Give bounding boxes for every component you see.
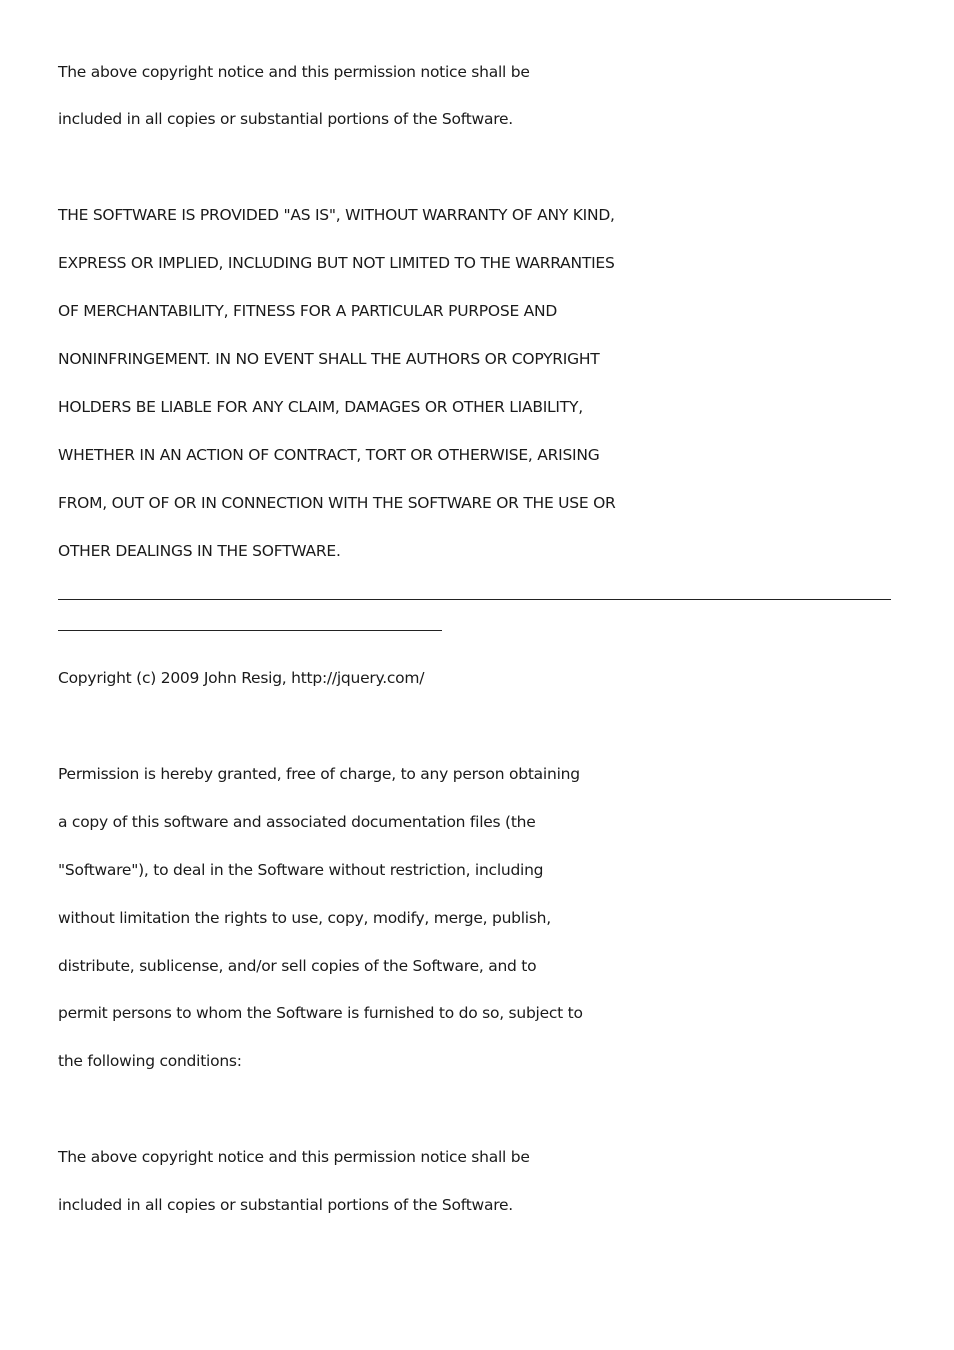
warranty-line-6: WHETHER IN AN ACTION OF CONTRACT, TORT OR OTHERWISE, ARISING — [58, 446, 600, 464]
warranty-line-2: EXPRESS OR IMPLIED, INCLUDING BUT NOT LIMITED TO THE WARRANTIES — [58, 254, 615, 272]
jquery-notice-line-1: The above copyright notice and this permission notice shall be — [58, 1148, 530, 1166]
warranty-line-4: NONINFRINGEMENT. IN NO EVENT SHALL THE AUTHORS OR COPYRIGHT — [58, 350, 600, 368]
copyright-line: Copyright (c) 2009 John Resig, http://jquery.com/ — [58, 669, 425, 687]
separator-rule-long — [58, 599, 891, 600]
permission-line-4: without limitation the rights to use, copy, modify, merge, publish, — [58, 909, 551, 927]
separator-rule-short — [58, 630, 442, 631]
permission-line-6: permit persons to whom the Software is furnished to do so, subject to — [58, 1004, 583, 1022]
permission-line-1: Permission is hereby granted, free of charge, to any person obtaining — [58, 765, 580, 783]
warranty-line-7: FROM, OUT OF OR IN CONNECTION WITH THE SOFTWARE OR THE USE OR — [58, 494, 616, 512]
notice-line-2: included in all copies or substantial portions of the Software. — [58, 110, 513, 128]
jquery-notice-line-2: included in all copies or substantial portions of the Software. — [58, 1196, 513, 1214]
permission-line-2: a copy of this software and associated documentation files (the — [58, 813, 536, 831]
permission-line-3: "Software"), to deal in the Software without restriction, including — [58, 861, 544, 879]
warranty-line-8: OTHER DEALINGS IN THE SOFTWARE. — [58, 542, 341, 560]
permission-line-5: distribute, sublicense, and/or sell copies of the Software, and to — [58, 957, 537, 975]
permission-line-7: the following conditions: — [58, 1052, 242, 1070]
warranty-line-3: OF MERCHANTABILITY, FITNESS FOR A PARTICULAR PURPOSE AND — [58, 302, 558, 320]
notice-line-1: The above copyright notice and this permission notice shall be — [58, 63, 530, 81]
warranty-line-1: THE SOFTWARE IS PROVIDED "AS IS", WITHOUT WARRANTY OF ANY KIND, — [58, 206, 615, 224]
warranty-line-5: HOLDERS BE LIABLE FOR ANY CLAIM, DAMAGES OR OTHER LIABILITY, — [58, 398, 583, 416]
